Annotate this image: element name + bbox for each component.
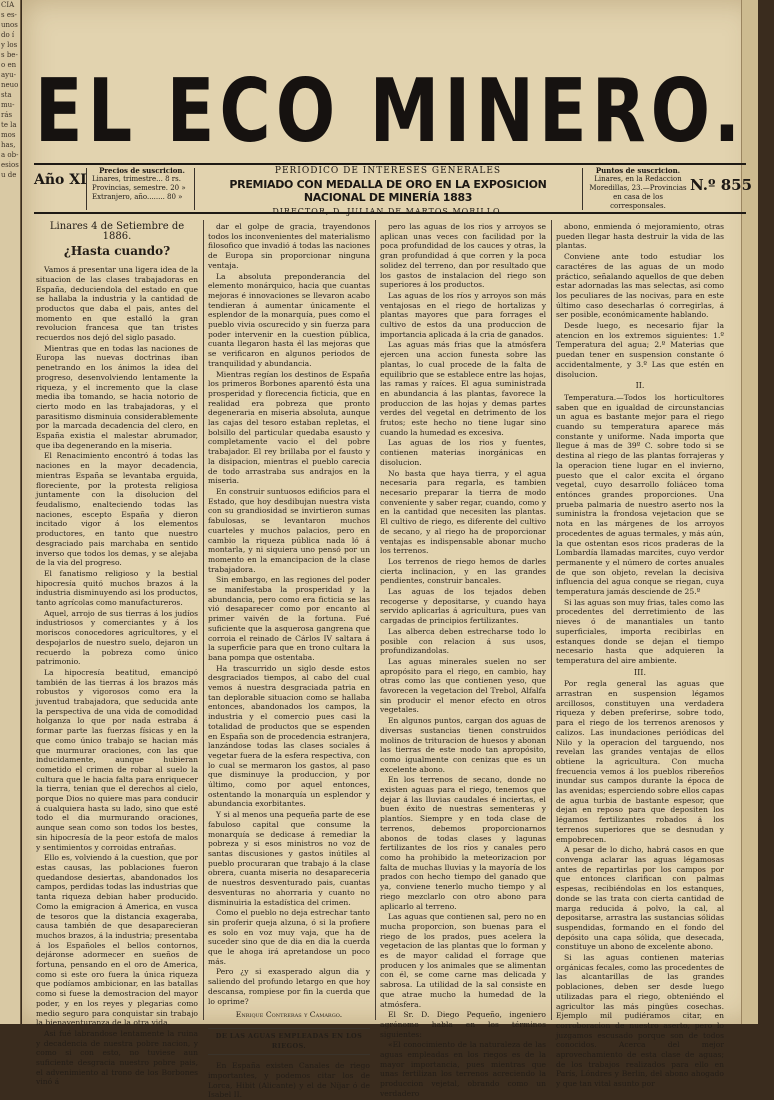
- prices-title: Precios de suscricion.: [99, 166, 185, 175]
- header-center: [198, 166, 578, 216]
- fragment-text: CIA: [1, 1, 15, 9]
- fragment-text: s es-: [1, 11, 17, 19]
- header-divider: [86, 168, 87, 210]
- issue-number: N.º 855: [690, 176, 753, 194]
- section-number: III.: [633, 667, 647, 677]
- paragraph: La absoluta preponderancia del elemento monárquico, hacia que cuantas mejoras é innovaciones se llevaron acabo tendieran á aumentar únicamente el esplendor de la monarquía, pues como el pueblo vivia oscurecido y sin fuerza para poder intervenir en la cuestion pública, cuanta llegaron hasta él las mejoras que se verificaron en algunos periodos de tranquilidad y abundancia.: [208, 271, 370, 368]
- column-1-body: [36, 265, 198, 1087]
- fragment-text: te la: [1, 121, 17, 129]
- fragment-text: ayu-: [1, 71, 17, 79]
- paragraph: Desde luego, es necesario fijar la atencion en los extremos siguientes: 1.º Temperatura del agua; 2.º Materias que puedan tener en suspension constante ó accidentalmente, y 3.º Las que estén en disolucion.: [556, 321, 724, 379]
- column-separator: [203, 220, 204, 1020]
- paragraph: Ello es, volviendo á la cuestion, que por estas causas, las poblaciones fueron quedandose desiertas, abandonados los campos, perdidas todas las industrias que tanta riqueza debian haber producido. Como la emigracion á America, en vusca de tesoros que la distancia exageraba, causa también de que desaparecieran muchos brazos, á la industria; presentaba á los Españoles el bellos contornos, dejáronse adormecer en sueños de fortuna, pensando en el oro de America, como si este oro fuera la única riqueza que podíamos ambicionar, en las batallas como si fuese la demostracion del mayor poder, y en los reyes y plegarias como medio seguro para conquistar sin trabajo la bienaventuranza de la otra vida.: [36, 853, 198, 1028]
- paragraph: Los terrenos de riego hemos de darles cierta inclinacion, y en las grandes pendientes, construir bancales.: [380, 556, 546, 586]
- fragment-text: u de: [1, 171, 17, 179]
- paragraph: Vamos á presentar una ligera idea de la situacion de las clases trabajadoras en España, deduciendola del estado en que se hallaba la industria y la cantidad de productos que daba el pais, antes del momento en que estalló la gran revolucion francesa que tan tristes recuerdos nos dejó del siglo pasado.: [36, 265, 198, 343]
- newspaper-page: [22, 0, 758, 1100]
- header-divider: [582, 168, 583, 210]
- paragraph: Pero ¿y si exasperado algun dia y saliendo del profundo letargo en que hoy descansa, rompiese por fin la cuerda que lo oprime?: [208, 967, 370, 1006]
- award-line: PREMIADO CON MEDALLA DE ORO EN LA EXPOSICION NACIONAL DE MINERÍA 1883: [229, 178, 547, 204]
- header-rule-top: [34, 163, 746, 165]
- adjacent-page-fragment: [0, 0, 21, 1024]
- paragraph: Ha trascurrido un siglo desde estos desgraciados tiempos, al cabo del cual vemos á nuestra desgraciada patria en tan deplorable situacion como se hallaba entonces, abandonados los campos, la industria y el comercio pues casi la totalidad de productos que se espenden en España son de procedencia estranjera, lanzándose todas las clases sociales á vegetar fuera de la esfera respectiva, con lo cual se mermaron los gastos, al paso que disminuye la produccion, y por último, como por aquel entonces, ostentando la monarquía un esplendor y abundancia exorbitantes.: [208, 663, 370, 809]
- section-subtitle: DE LAS AGUAS EMPLEADAS EN LOS RIEGOS.: [208, 1028, 370, 1055]
- column-2: [208, 222, 370, 1100]
- paragraph: Temperatura.—Todos los horticultores saben que en igualdad de circunstancias un agua es bastante mejor para el riego cuando su temperatura aparece más constante y uniforme. Nada importa que llegue á mas de 39º C. sobre todo si se destina al riego de las plantas forrajeras y la operacion tiene lugar en el invierno, puesto que el calor excita el órgano vegetal, cuyo desarrollo foliáceo toma entónces grandes proporciones. Una prueba palmaria de nuestro aserto nos la suministra la frondosa vejetacion que se nota en las márgenes de los arroyos procedentes de aguas termales, y más aún, la que ostentan esos ricos praderas de la Lombardía llamadas marcites, cuyo verdor permanente y el número de cortes anuales de que son objeto, revelan la decisiva influencia del agua conque se riegan, cuya temperatura jamás desciende de 25.º: [556, 392, 724, 597]
- paragraph: La hipocresía beatitud, emancipó también de las tierras á los brazos más robustos y vigorosos como era la juventud trabajadora, que seducida ante la perspectiva de una vida de comodidad holganza lo que por nada estraba á formar parte las fuerzas físicas y en la que como único trabajo se hacian más que murmurar oraciones, con las que inducidamente, aunque hubieran cometido el crimen de robar al suelo la cultura que le hacia falta para enriquecer la tierra, tenian que el derechos al cielo, porque Dios no quiere mas para conducir á cualquiera hasta su lado, sino que esté todo el dia murmurando oraciones, aunque sean como son todos los bestes, sin hipocresía de la peor estofa de malos y sentimientos y corroidas entrañas.: [36, 667, 198, 852]
- masthead: EL ECO MINERO.: [34, 59, 746, 162]
- fragment-text: unos: [1, 21, 18, 29]
- paragraph: Mientras que en todas las naciones de Europa las nuevas doctrinas iban penetrando en los ánimos la idea del progreso, desenvolviendo lentamente la riqueza, y el incremento que la clase media iba tomando, se hacia notorio de cierto modo en las trabajadoras, y el parasitismo disminuia considerablemente por la marcada decadencia del clero, en España existia el malestar abrumador, que iba degenerando en la miseria.: [36, 343, 198, 450]
- column-separator: [551, 220, 552, 1020]
- points-title: Puntos de suscricion.: [595, 166, 681, 175]
- price-line: Linares, trimestre... 8 rs.: [92, 175, 181, 183]
- fragment-text: sta: [1, 91, 12, 99]
- paragraph: pero las aguas de los rios y arroyos se aplican unas veces con facilidad por la poca profundidad de los cauces y otras, la gran profundidad á que corren y la poca solidez del terreno, dan por resultado que los gastos de instalacion del riego son superiores á los productos.: [380, 222, 546, 290]
- column-4-body-3: [556, 679, 724, 1089]
- fragment-text: neuo: [1, 81, 19, 89]
- paragraph: Las aguas de los rios y fuentes, contienen materias inorgánicas en disolucion.: [380, 438, 546, 467]
- director-line: DIRECTOR, D. JULIAN DE MARTOS MORILLO.: [272, 207, 504, 216]
- fragment-text: mu-: [1, 101, 15, 109]
- paragraph: Las alberca deben estrecharse todo lo posible con relacion á sus usos, profundizandolas.: [380, 626, 546, 656]
- fragment-text: y los: [1, 41, 18, 49]
- column-1: [36, 221, 198, 1087]
- paragraph: En algunos puntos, cargan dos aguas de diversas sustancias tienen construidos molinos de trituracion de huesos y abonan las tierras de este modo tan apropósito, como igualmente con cenizas que es un excelente abono.: [380, 716, 546, 774]
- paragraph: Sin embargo, en las regiones del poder se manifestaba la prosperidad y la abundancia, pero como era ficticia se las vió desaparecer como por encanto al primer vaivén de la fortuna. Fué suficiente que la asquerosa gangrena que corroia el reinado de Cárlos IV saltara á la superficie para que en trono cultara la bana pompa que ostentaba.: [208, 575, 370, 662]
- fragment-text: do í: [1, 31, 15, 39]
- fragment-text: rás: [1, 111, 13, 119]
- fragment-text: a ob-: [1, 151, 19, 159]
- paragraph: Asi fué labrandose lentamente la ruina y decadencia de nuestra pobre nacion, y como si con esto, no tuviese aun suficiente desgracia nuestro pobre pais, el advenimiento al trono de los Borbones vinó á: [36, 1028, 198, 1087]
- paragraph: Las aguas de los ríos y arroyos son más ventajosas en el riego de hortalizas y plantas mayores que para forrages el cultivo de estos da una produccion de importancia aplicada á la cria de ganados.: [380, 290, 546, 339]
- column-4-body-2: [556, 393, 724, 666]
- paragraph: «El conocimiento de la naturaleza de las aguas empleadas en los riegos es de la mayor importancia, pues mientras que unas fertilizan los terrenos acreciendo la produccion vejetal, obrando como un verdadero: [380, 1040, 546, 1098]
- paragraph: No basta que haya tierra, y el agua necesaria para regarla, es tambien necesario preparar la tierra de modo conveniente y saber regar, cuando, como y en la cantidad que necesiten las plantas. El cultivo de riego, es diferente del cultivo de secano, y al riego ha de proporcionar ventajas es indispensable abonar mucho los terrenos.: [380, 468, 546, 556]
- periodical-subtitle: PERIÓDICO DE INTERESES GENERALES: [274, 166, 502, 176]
- column-3: [380, 222, 546, 1098]
- paragraph: Si las aguas son muy frias, tales como las procedentes del derretimiento de las nieves ó de manantiales un tanto superficiales, importa recibirlas en estanques donde se dejan el tiempo necesario hasta que adquieren la temperatura del aire ambiente.: [556, 597, 724, 665]
- column-2-body: [208, 222, 370, 1006]
- column-4-body: [556, 222, 724, 379]
- price-line: Provincias, semestre. 20 »: [92, 184, 186, 192]
- points-text: Linares, en la Redaccion Moredillas, 23.—Provincias en casa de los corresponsales.: [589, 175, 687, 210]
- fragment-text: esios: [1, 161, 19, 169]
- paragraph: Las aguas que contienen sal, pero no en mucha proporcion, son buenas para el riego de los prados, pues acelera la vegetacion de las plantas que lo forman y es de mayor calidad el forrage que producen y los animales que se alimentan con él, se come carne mas delicada y sabrosa. La utilidad de la sal consiste en que atrae mucho la humedad de la atmósfera.: [380, 912, 546, 1009]
- issue-date: Linares 4 de Setiembre de 1886.: [49, 221, 185, 242]
- paragraph: A pesar de lo dicho, habrá casos en que convenga aclarar las aguas légamosas antes de repartirlas por los campos por que entonces clarifican con palmas espesas, recibiéndolas en los estanques, donde se las trata con cierta cantidad de marga reducida á polvo, la cal, al depositarse, arrastra las sustancias sólidas suspendidas, formando en el fondo del depósito una capa sólida, que desecada, constituye un abono de excelente abono.: [556, 845, 724, 952]
- paragraph: abono, enmienda ó mejoramiento, otras pueden llegar hasta destruir la vida de las plantas.: [556, 222, 724, 251]
- year-label: Año XI: [34, 172, 87, 188]
- fragment-text: mos: [1, 131, 16, 139]
- paragraph: Las aguas minerales suelen no ser apropósito para el riego, en cambio, hay otras como las que contienen yeso, que favorecen la vegetacion del Trebol, Alfalfa sin producir el menor efecto en otros vegetales.: [380, 656, 546, 715]
- paragraph: Las aguas más frias que la atmósfera ejercen una accion funesta sobre las plantas, lo cual procede de la falta de equilibrio que se establece entre las hojas, las ramas y raíces. El agua suministrada en abundancia á las plantas, favorece la produccion de las hojas y demas partes verdes del vegetal en detrimento de los frutos; este hecho no tiene lugar sino cuando la humedad es excesiva.: [380, 340, 546, 437]
- paragraph: En construir suntuosos edificios para el Estado, que hoy desdibujan nuestra vista con su grandiosidad se invirtieron sumas fabulosas, se levantaron muchos cuarteles y muchos palacios, pero en cambio la riqueza pública nada ló á montarla, y ni siquiera uno pensó por un momento en la emancipacion de la clase trabajadora.: [208, 486, 370, 574]
- paragraph: Conviene ante todo estudiar los caractéres de las aguas de un modo práctico, señalando aquellos de que deben estar adornadas las mas selectas, asi como los peculiares de las nocivas, para en este último caso desecharlas ó corregirlas, á ser posible, económicamente hablando.: [556, 252, 724, 320]
- paragraph: El Renacimiento encontró á todas las naciones en la mayor decadencia, mientras España se levantaba erguida, floreciente, por la protesta religiosa juntamente con la disolucion del feudalismo, enalteciendo todas las naciones, escepto España y dieron incitado vigor á los elementos productores, en tanto que nuestro desgraciado pais marchaba en sentido inverso que todos los demas, y se alejaba de la via del progreso.: [36, 451, 198, 568]
- paragraph: dar el golpe de gracia, trayendonos todos los inconvenientes del materialismo filosofico que invadió á todas las naciones de Europa sin proporcionar ninguna ventaja.: [208, 222, 370, 270]
- price-line: Extranjero, año........ 80 »: [92, 193, 183, 201]
- header-divider: [194, 168, 195, 210]
- column-4: [556, 222, 724, 1089]
- paragraph: El Sr. D. Diego Pequeño, ingeniero agrónomo habla en los términos siguientes:: [380, 1010, 546, 1039]
- column-separator: [375, 220, 376, 1020]
- paragraph: El fanatismo religioso y la bestial hipocresía quitó muchos brazos á la industria disminuyendo asi los productos, tanto agrícolas como manufactureros.: [36, 568, 198, 608]
- header-rule-bottom: [34, 212, 746, 214]
- column-3-body: [380, 222, 546, 1099]
- subscription-points: [588, 166, 688, 211]
- paragraph: Si las aguas contienen materias orgánicas fecales, como las procedentes de las alcantarillas de las grandes poblaciones, deben ser desde luego utilizadas para el riego, obteniéndo el agricultor las más pingües cosechas. Ejemplo mil pudiéramos citar, en corroboracion de nuestro aserto, pero lo juzgamos escusado porque son de todos conocidos. Acerca del mejor aprovechamiento de esta clase de aguas; de los trabajos realizados para ello en París, Lóndres y Berlin, del abono ahogado y que tan vital asunto por: [556, 953, 724, 1089]
- fragment-text: s be-: [1, 51, 18, 59]
- fragment-text: o en: [1, 61, 17, 69]
- paragraph: Las aguas de los tejados deben recogerse y depositarse, y cuando haya servido aplicarlas á agricultura, pues van cargadas de principios fertilizantes.: [380, 587, 546, 626]
- subscription-prices: [92, 166, 192, 202]
- paragraph: En los terrenos de secano, donde no existen aguas para el riego, tenemos que dejar á las lluvias caudales é inciertas, el buen éxito de nuestras sementeras y plantíos. Siempre y en toda clase de terrenos, debemos proporcionarnos abonos de todas clases y lagunas fertilizantes de los ríos y canales pero como ha prohibido la meteorizacion por falta de muchas lluvias y la mayoría de los prados con hecho tiempo del ganado que ya, conviene tenerlo mucho tiempo y al riego mezclarlo con otro abono para aplicarlo al terreno.: [380, 775, 546, 911]
- paragraph: Mientras regían los destinos de España los primeros Borbones aparentó ésta una prosperidad y florecencia ficticia, que en realidad era pobreza que pronto degeneraria en miseria absoluta, aunque las cajas del tesoro estaban repletas, el bolsillo del particular quedaba esausto y completamente vacio el del pobre trabajador. El rey brillaba por el fausto y la disipacion, mientras el pueblo carecia de todo arrastraba sus andrajos en la miseria.: [208, 369, 370, 486]
- article-title: ¿Hasta cuando?: [63, 244, 171, 259]
- paragraph: Por regla general las aguas que arrastran en suspension légamos arcillosos, constituyen una verdadera riqueza y deben preferirse, sobre todo, para el riego de los terrenos arenosos y calizos. Las inundaciones periódicas del Nilo y la operacion del targuendo, nos revelan las grandes ventajas de ellos obtiene la agricultura. Con mucha frecuencia vemos á los pueblos ribereños inundar sus campos durante la época de las avenidas; esperciendo sobre ellos capas de agua turbia de bastante espesor, que dejan en reposo para que depositen los légamos fertilizantes robados á los terrenos superiores que se desnudan y empobrecen.: [556, 679, 724, 844]
- section-number: II.: [635, 381, 645, 391]
- paragraph: En España existen Canales de riego importantes, y podemos citar los de Lorca, Hibit (Alicante) y el de Níjar ó de Isabel II.: [208, 1061, 370, 1100]
- paragraph: Y si al menos una pequeña parte de ese fabuloso capital que consume la monarquía se dedicase á remediar la pobreza y si esos ministros no voz de santas discusiones y gastos inútiles al pueblo procuraran que trabajo á la clase obrera, cuanta miseria no desapareceria de nuestros desventurado pais, cuantas desventuras no ahorraria y cuanto no disminuiria la estadística del crimen.: [208, 810, 370, 907]
- article-signature: Enrique Contreras y Camargo.: [235, 1010, 343, 1020]
- paragraph: Como el pueblo no deja estrechar tanto sin proferir queja alzuna, ó si la profiere es solo en voz muy vaja, que ha de suceder sino que de dia en dia la cuerda que le ahoga irá apretandose un poco más.: [208, 908, 370, 966]
- fragment-text: has,: [1, 141, 16, 149]
- paragraph: Aquel, arrojo de sus tierras á los judíos industriosos y comerciantes y á los moriscos conocedores agricultores, y el despojarlos de nuestro suelo, dejaron un recuerdo la pobreza como único patrimonio.: [36, 608, 198, 667]
